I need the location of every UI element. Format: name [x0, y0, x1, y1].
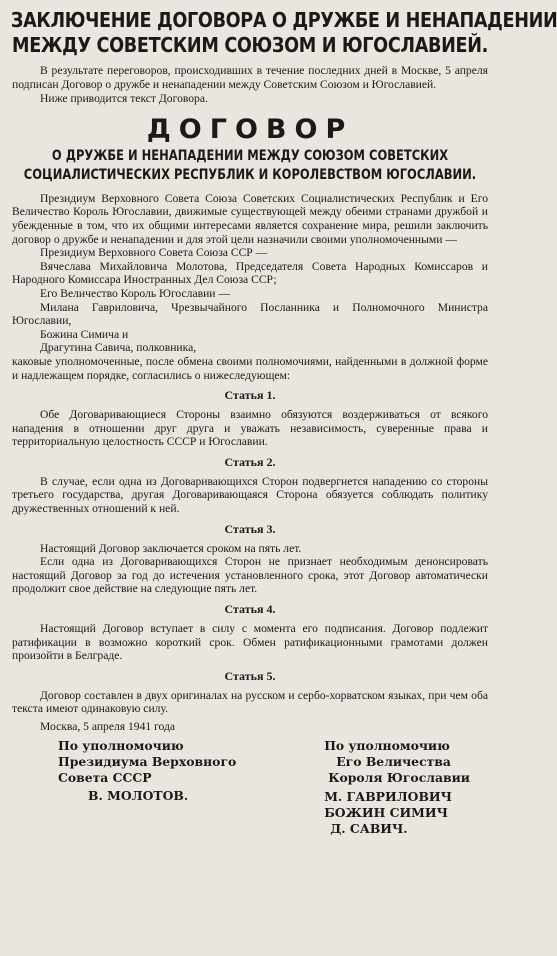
signature-line: По уполномочию [324, 737, 450, 753]
article-heading: Статья 4. [224, 602, 276, 617]
preamble-paragraph: Его Величество Король Югославии — [40, 286, 230, 300]
signatory-name: М. ГАВРИЛОВИЧ [324, 788, 452, 804]
signatory-name: БОЖИН СИМИЧ [324, 804, 448, 820]
preamble-paragraph: Президиум Верховного Совета Союза Советских Социалистических Республик и Его Величество Король Югославии, движимые существующей между обеими странами дружбой и убежденные в том, что их общими интересами является сохранение мира, решили заключить договор о дружбе и ненападении и для этой цели назначили своими уполномоченными — [12, 191, 488, 246]
article-5 [12, 669, 488, 716]
preamble-paragraph: Милана Гавриловича, Чрезвычайного Посланника и Полномочного Министра Югославии, [12, 300, 488, 328]
treaty-subtitle [12, 147, 489, 185]
article-heading: Статья 1. [224, 388, 276, 403]
treaty-subtitle-line-2: СОЦИАЛИСТИЧЕСКИХ РЕСПУБЛИК И КОРОЛЕВСТВОМ ЮГОСЛАВИИ. [23, 166, 477, 183]
article-paragraph: Если одна из Договаривающихся Сторон не признает необходимым денонсировать настоящий Договор за год до истечения установленного срока, этот Договор автоматически продолжит свое действие на следующие пять лет. [12, 555, 488, 596]
headline [10, 8, 557, 58]
preamble-paragraph: Вячеслава Михайловича Молотова, Председателя Совета Народных Комиссаров и Народного Комиссара Иностранных Дел Союза ССР; [12, 259, 488, 287]
article-paragraph: Настоящий Договор вступает в силу с момента его подписания. Договор подлежит ратификации в возможно короткий срок. Обмен ратификационными грамотами должен произойти в Белграде. [12, 622, 488, 663]
article-paragraph: Обе Договаривающиеся Стороны взаимно обязуются воздерживаться от всякого нападения в отношении друг друга и уважать независимость, суверенные права и территориальную целостность СССР и Югославии. [12, 408, 488, 449]
signature-line: Его Величества [336, 753, 451, 769]
treaty-title: ДОГОВОР [146, 113, 354, 145]
headline-line-2: МЕЖДУ СОВЕТСКИМ СОЮЗОМ И ЮГОСЛАВИЕЙ. [12, 33, 488, 57]
signatures [12, 738, 488, 837]
signature-line: Совета СССР [58, 769, 152, 785]
article-paragraph: Настоящий Договор заключается сроком на пять лет. [40, 541, 302, 555]
signature-block-ussr [12, 738, 236, 837]
treaty-subtitle-line-1: О ДРУЖБЕ И НЕНАПАДЕНИИ МЕЖДУ СОЮЗОМ СОВЕТСКИХ [51, 147, 449, 164]
intro-paragraph: Ниже приводится текст Договора. [40, 92, 208, 106]
signature-line: Короля Югославии [328, 769, 470, 785]
preamble-paragraph: Драгутина Савича, полковника, [40, 341, 197, 355]
article-3 [12, 522, 488, 596]
preamble-paragraph: каковые уполномоченные, после обмена своими полномочиями, найденными в должной форме и надлежащем порядке, согласились о нижеследующем: [12, 354, 488, 382]
article-heading: Статья 5. [224, 668, 276, 683]
signatory-name: Д. САВИЧ. [330, 820, 408, 836]
signature-line: Президиума Верховного [58, 753, 237, 769]
preamble-paragraph: Президиум Верховного Совета Союза ССР — [40, 246, 268, 260]
intro [12, 64, 488, 106]
article-heading: Статья 2. [224, 454, 276, 469]
signature-block-yugoslavia [324, 738, 488, 837]
signatory-names [324, 789, 470, 837]
signatory-name: В. МОЛОТОВ. [88, 787, 189, 803]
treaty-preamble [12, 192, 488, 382]
article-2 [12, 455, 488, 516]
article-heading: Статья 3. [224, 521, 276, 536]
headline-line-1: ЗАКЛЮЧЕНИЕ ДОГОВОРА О ДРУЖБЕ И НЕНАПАДЕНИИ [10, 8, 557, 32]
preamble-paragraph: Божина Симича и [40, 327, 129, 341]
signature-line: По уполномочию [58, 737, 184, 753]
article-paragraph: В случае, если одна из Договаривающихся Сторон подвергнется нападению со стороны третьего государства, другая Договаривающаяся Сторона обязуется соблюдать политику дружественных отношений к ней. [12, 474, 488, 516]
article-4 [12, 602, 488, 663]
article-1 [12, 388, 488, 449]
intro-paragraph: В результате переговоров, происходивших в течение последних дней в Москве, 5 апреля подписан Договор о дружбе и ненападении между Советским Союзом и Югославией. [12, 64, 488, 91]
article-paragraph: Договор составлен в двух оригиналах на русском и сербо-хорватском языках, при чем оба текста имеют одинаковую силу. [12, 688, 488, 716]
place-date: Москва, 5 апреля 1941 года [40, 720, 176, 733]
